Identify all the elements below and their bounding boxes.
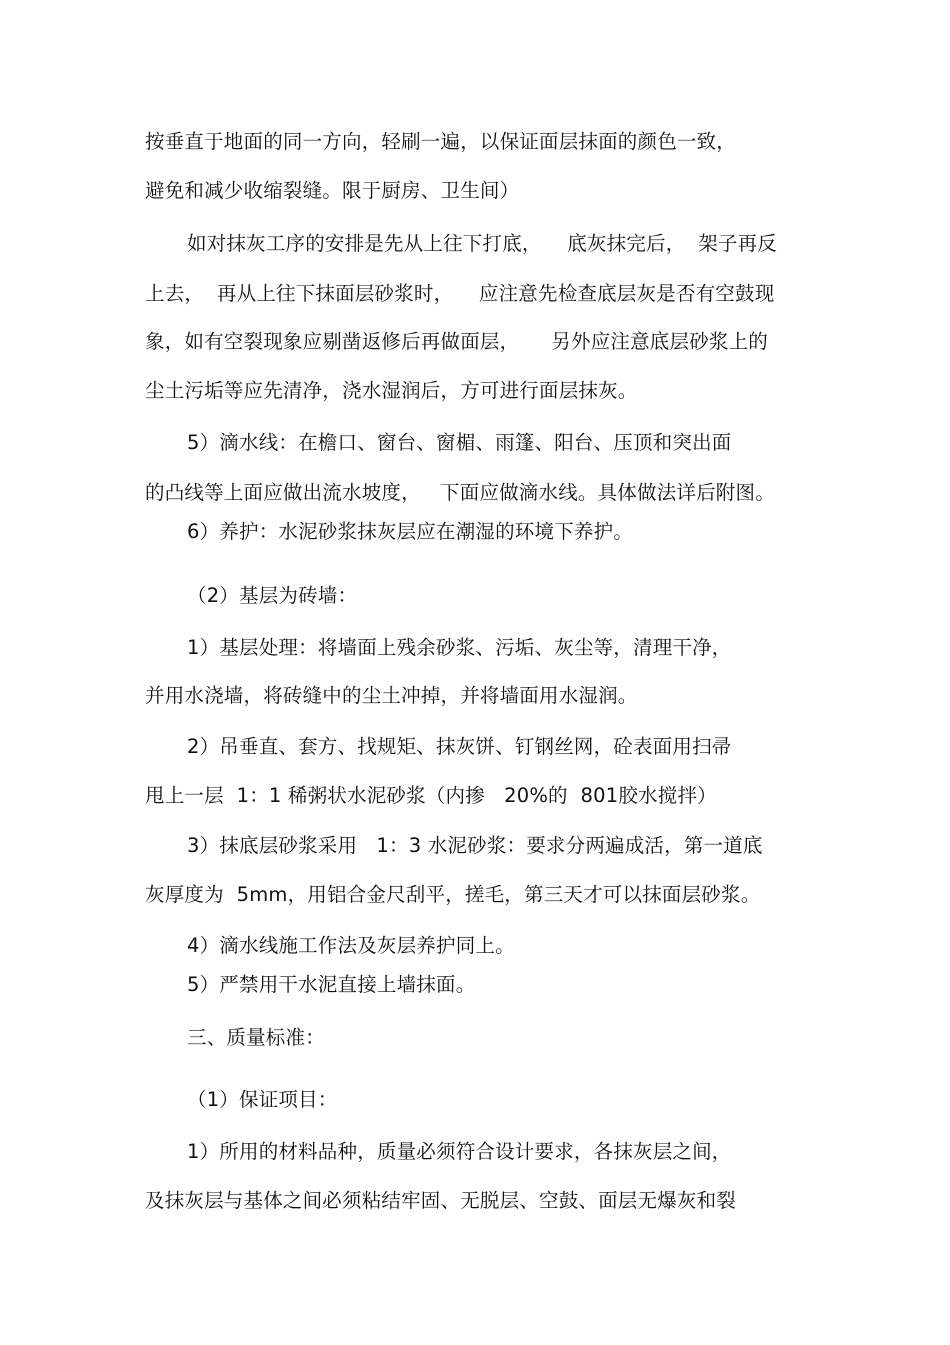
text-line: 甩上一层 1：1 稀粥状水泥砂浆（内掺 20%的 801胶水搅拌） [145, 784, 717, 807]
text-line: 避免和减少收缩裂缝。限于厨房、卫生间） [145, 179, 520, 202]
text-line: 并用水浇墙，将砖缝中的尘土冲掉，并将墙面用水湿润。 [145, 684, 638, 707]
text-line: 4）滴水线施工作法及灰层养护同上。 [187, 934, 515, 957]
text-line: 3）抹底层砂浆采用 1：3 水泥砂浆：要求分两遍成活，第一道底 [187, 834, 763, 857]
text-line: 的凸线等上面应做出流水坡度， 下面应做滴水线。具体做法详后附图。 [145, 481, 775, 504]
text-line: 6）养护：水泥砂浆抹灰层应在潮湿的环境下养护。 [187, 520, 634, 543]
text-line: 5）严禁用干水泥直接上墙抹面。 [187, 973, 476, 996]
text-line: 2）吊垂直、套方、找规矩、抹灰饼、钉钢丝网，砼表面用扫帚 [187, 735, 732, 758]
text-line: 5）滴水线：在檐口、窗台、窗楣、雨篷、阳台、压顶和突出面 [187, 431, 732, 454]
text-line: 灰厚度为 5mm，用铝合金尺刮平，搓毛，第三天才可以抹面层砂浆。 [145, 883, 761, 906]
text-line: 上去， 再从上往下抹面层砂浆时， 应注意先检查底层灰是否有空鼓现 [145, 282, 775, 305]
text-line: 1）所用的材料品种，质量必须符合设计要求，各抹灰层之间， [187, 1140, 732, 1163]
text-line: 按垂直于地面的同一方向，轻刷一遍，以保证面层抹面的颜色一致， [145, 130, 737, 153]
text-line: 及抹灰层与基体之间必须粘结牢固、无脱层、空鼓、面层无爆灰和裂 [145, 1189, 737, 1212]
section-heading: （2）基层为砖墙： [187, 584, 358, 607]
text-line: 如对抹灰工序的安排是先从上往下打底， 底灰抹完后， 架子再反 [187, 232, 777, 255]
section-heading: （1）保证项目： [187, 1088, 338, 1111]
section-heading: 三、质量标准： [187, 1026, 325, 1049]
text-line: 1）基层处理：将墙面上残余砂浆、污垢、灰尘等，清理干净， [187, 636, 732, 659]
text-line: 象，如有空裂现象应剔凿返修后再做面层， 另外应注意底层砂浆上的 [145, 330, 768, 353]
text-line: 尘土污垢等应先清净，浇水湿润后，方可进行面层抹灰。 [145, 379, 638, 402]
